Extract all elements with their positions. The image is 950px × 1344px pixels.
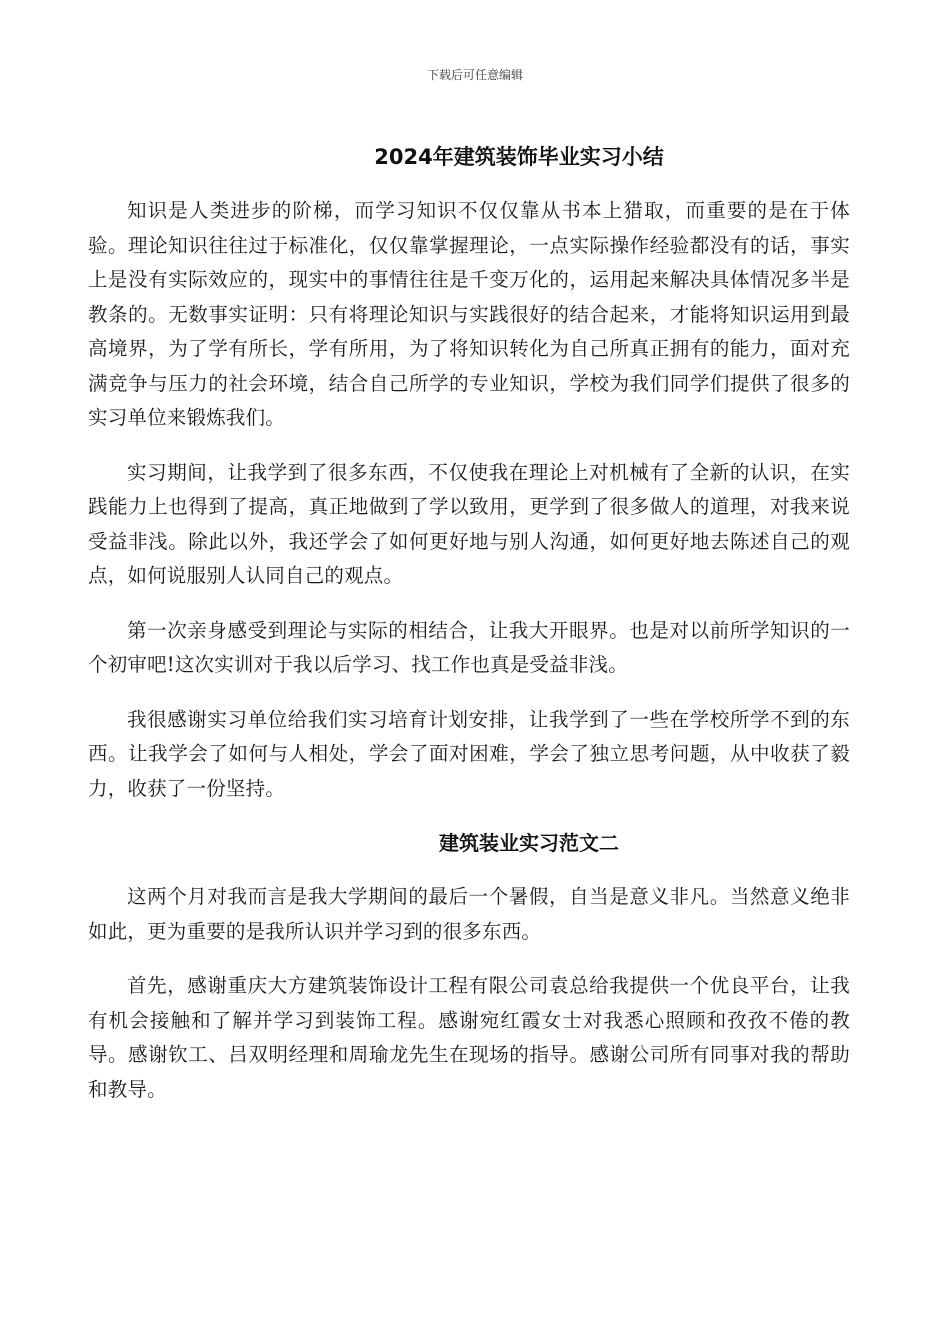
section-heading: 建筑装业实习范文二 (439, 831, 619, 855)
document-title: 2024年建筑装饰毕业实习小结 (374, 145, 664, 169)
body-paragraph: 我很感谢实习单位给我们实习培育计划安排，让我学到了一些在学校所学不到的东西。让我学会了如何与人相处，学会了面对困难，学会了独立思考问题，从中收获了毅力，收获了一份坚持。 (88, 707, 850, 800)
body-paragraph: 知识是人类进步的阶梯，而学习知识不仅仅靠从书本上猎取，而重要的是在于体验。理论知识往往过于标准化，仅仅靠掌握理论，一点实际操作经验都没有的话，事实上是没有实际效应的，现实中的事情往往是千变万化的，运用起来解决具体情况多半是教条的。无数事实证明：只有将理论知识与实践很好的结合起来，才能将知识运用到最高境界，为了学有所长，学有所用，为了将知识转化为自己所真正拥有的能力，面对充满竞争与压力的社会环境，结合自己所学的专业知识，学校为我们同学们提供了很多的实习单位来锻炼我们。 (88, 199, 850, 429)
body-paragraph: 这两个月对我而言是我大学期间的最后一个暑假，自当是意义非凡。当然意义绝非如此，更为重要的是我所认识并学习到的很多东西。 (88, 885, 850, 943)
body-paragraph: 实习期间，让我学到了很多东西，不仅使我在理论上对机械有了全新的认识，在实践能力上也得到了提高，真正地做到了学以致用，更学到了很多做人的道理，对我来说受益非浅。除此以外，我还学会了如何更好地与别人沟通，如何更好地去陈述自己的观点，如何说服别人认同自己的观点。 (88, 460, 850, 587)
document-body (88, 140, 850, 1127)
header-note: 下载后可任意编辑 (426, 68, 523, 82)
body-paragraph: 首先，感谢重庆大方建筑装饰设计工程有限公司袁总给我提供一个优良平台，让我有机会接触和了解并学习到装饰工程。感谢宛红霞女士对我悉心照顾和孜孜不倦的教导。感谢钦工、吕双明经理和周瑜龙先生在现场的指导。感谢公司所有同事对我的帮助和教导。 (88, 974, 850, 1101)
body-paragraph: 第一次亲身感受到理论与实际的相结合，让我大开眼界。也是对以前所学知识的一个初审吧!这次实训对于我以后学习、找工作也真是受益非浅。 (88, 618, 850, 676)
